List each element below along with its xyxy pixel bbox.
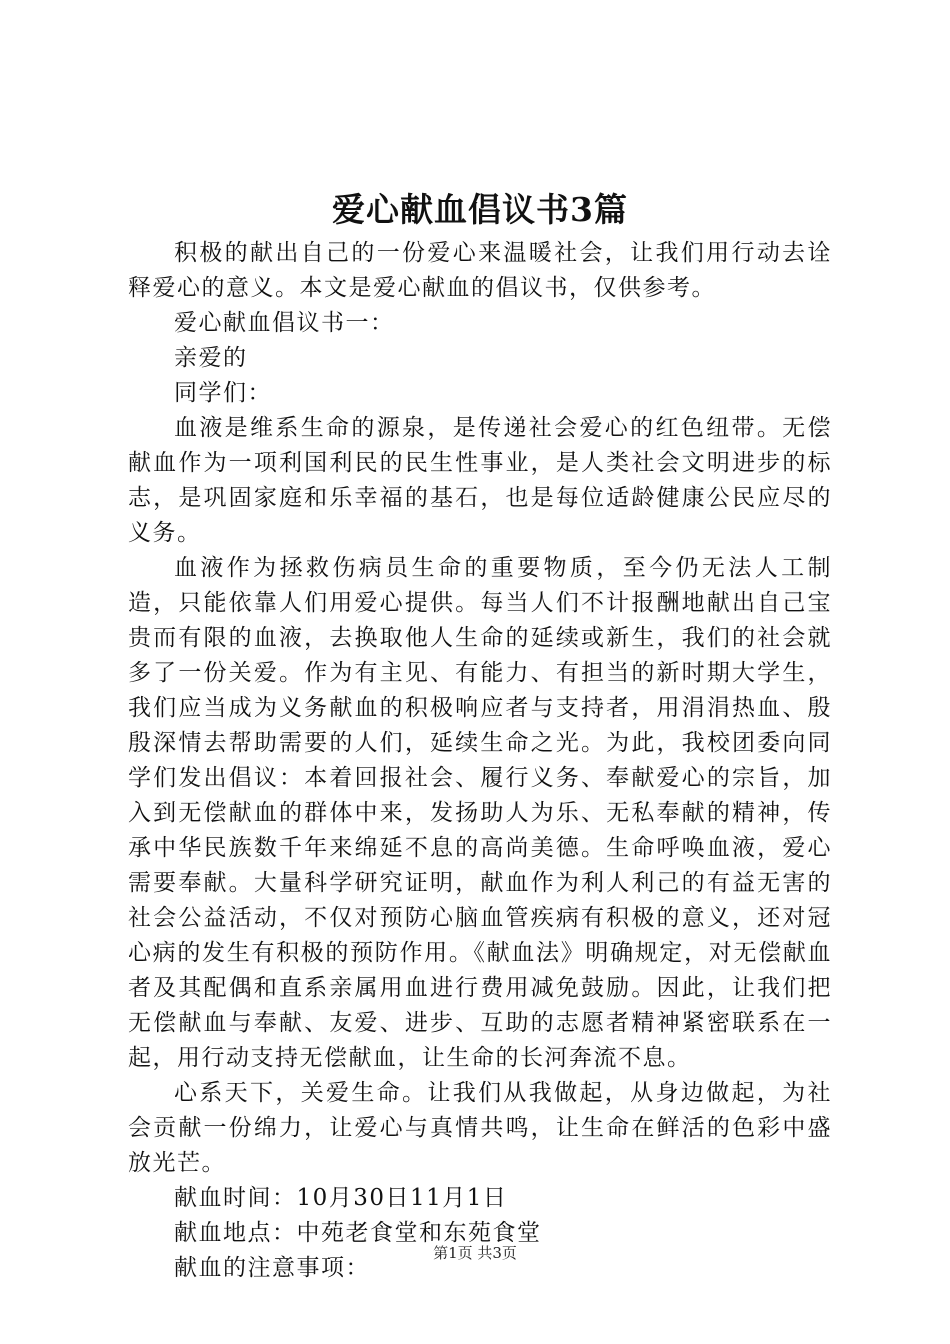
paragraph-intro: 积极的献出自己的一份爱心来温暖社会，让我们用行动去诠释爱心的意义。本文是爱心献血的倡议书，仅供参考。 [128, 240, 832, 301]
paragraph-section-heading: 爱心献血倡议书一： [174, 310, 395, 336]
paragraph-appeal: 血液作为拯救伤病员生命的重要物质，至今仍无法人工制造，只能依靠人们用爱心提供。每当人们不计报酬地献出自己宝贵而有限的血液，去换取他人生命的延续或新生，我们的社会就多了一份关爱。作为有主见、有能力、有担当的新时期大学生，我们应当成为义务献血的积极响应者与支持者，用涓涓热血、殷殷深情去帮助需要的人们，延续生命之光。为此，我校团委向同学们发出倡议：本着回报社会、履行义务、奉献爱心的宗旨，加入到无偿献血的群体中来，发扬助人为乐、无私奉献的精神，传承中华民族数千年来绵延不息的高尚美德。生命呼唤血液，爱心需要奉献。大量科学研究证明，献血作为利人利己的有益无害的社会公益活动，不仅对预防心脑血管疾病有积极的意义，还对冠心病的发生有积极的预防作用。《献血法》明确规定，对无偿献血者及其配偶和直系亲属用血进行费用减免鼓励。因此，让我们把无偿献血与奉献、友爱、进步、互助的志愿者精神紧密联系在一起，用行动支持无偿献血，让生命的长河奔流不息。 [128, 555, 832, 1071]
paragraph-salutation-recipients: 同学们： [174, 380, 272, 406]
paragraph-salutation: 亲爱的 [174, 345, 248, 371]
page-title: 爱心献血倡议书3篇 [332, 190, 628, 229]
paragraph-notes-heading: 献血的注意事项： [174, 1255, 370, 1281]
page-number-footer: 第1页 共3页 [433, 1244, 517, 1262]
document-body [128, 236, 832, 1286]
paragraph-closing: 心系天下，关爱生命。让我们从我做起，从身边做起，为社会贡献一份绵力，让爱心与真情共鸣，让生命在鲜活的色彩中盛放光芒。 [128, 1080, 832, 1176]
paragraph-donation-location: 献血地点：中苑老食堂和东苑食堂 [174, 1220, 542, 1246]
paragraph-blood-significance: 血液是维系生命的源泉，是传递社会爱心的红色纽带。无偿献血作为一项利国利民的民生性事业，是人类社会文明进步的标志，是巩固家庭和乐幸福的基石，也是每位适龄健康公民应尽的义务。 [128, 415, 832, 546]
paragraph-donation-time: 献血时间：10月30日11月1日 [174, 1185, 508, 1211]
